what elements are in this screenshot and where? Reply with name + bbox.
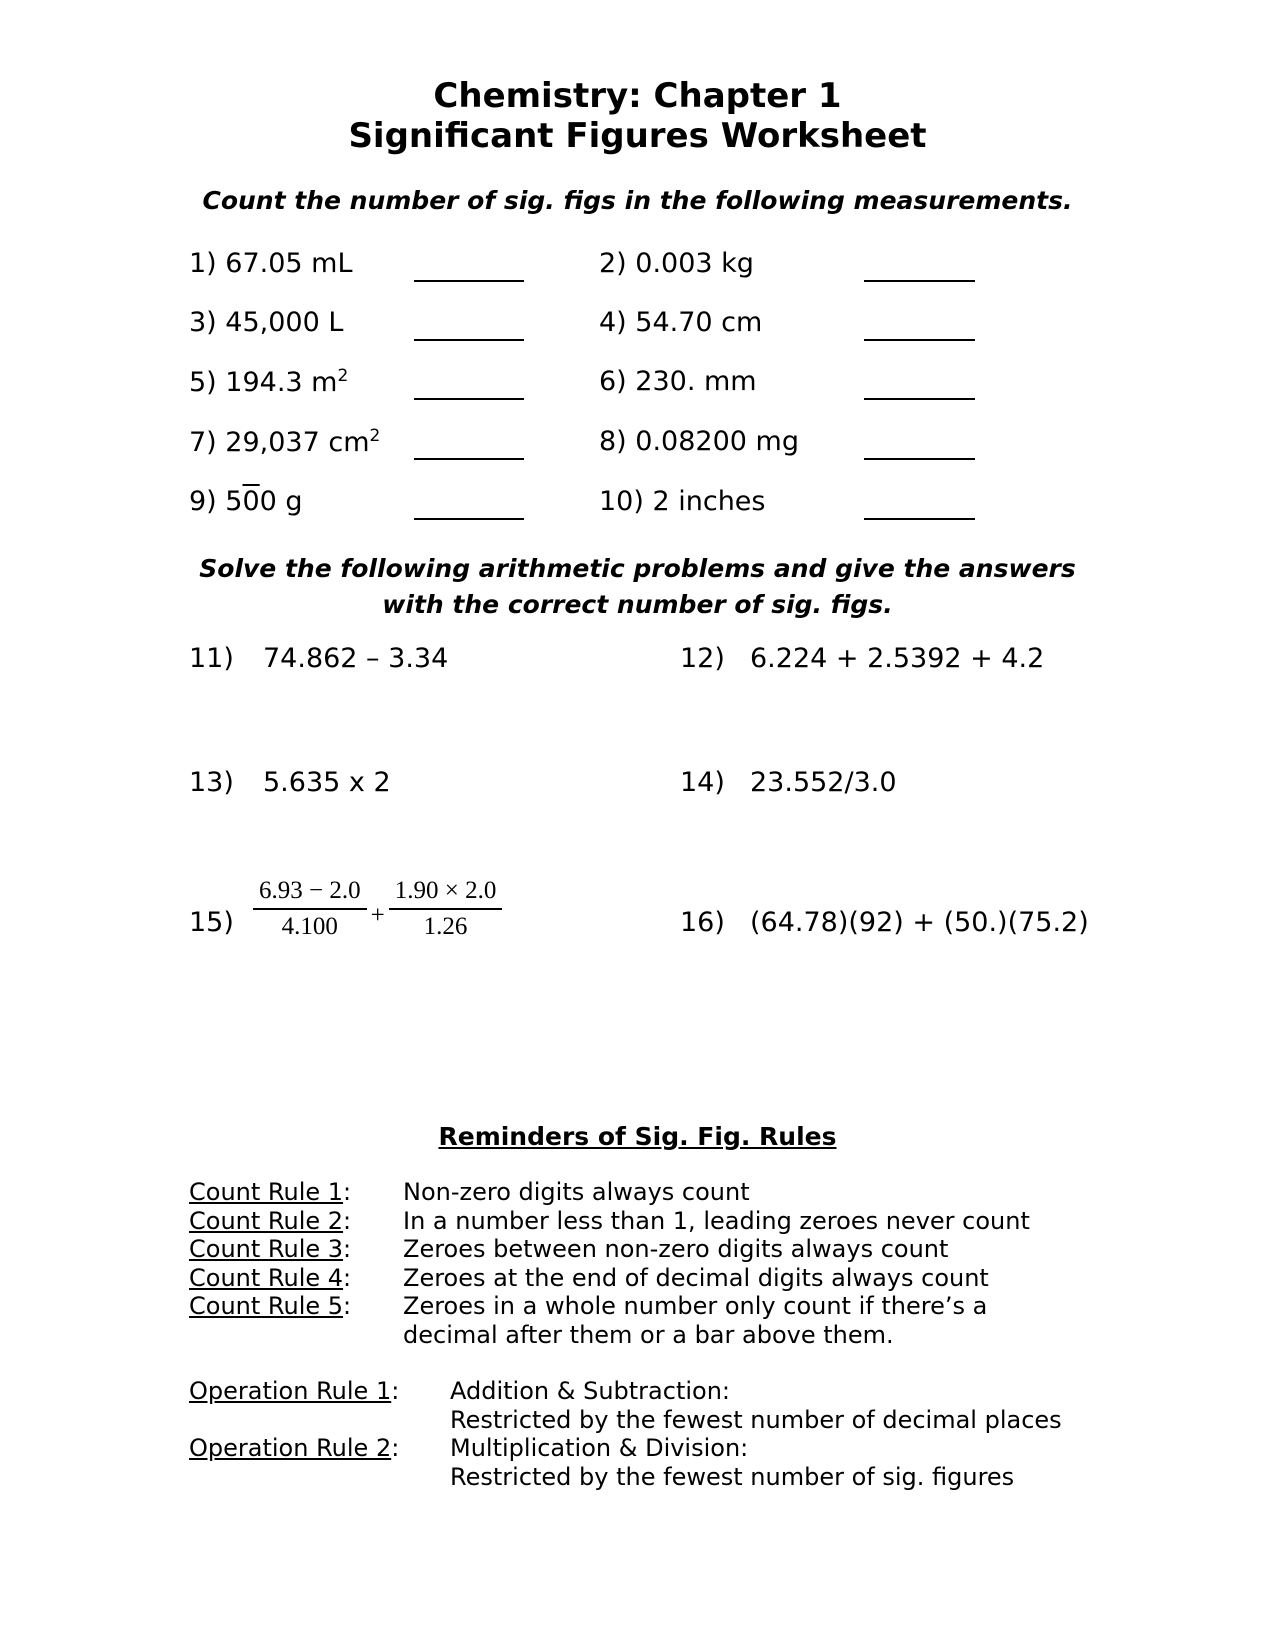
problem-expression: 6.224 + 2.5392 + 4.2 (750, 643, 1045, 674)
count-rules (189, 1178, 1109, 1349)
count-rule-4-text: Zeroes at the end of decimal digits always count (403, 1263, 989, 1292)
section1-heading: Count the number of sig. figs in the following measurements. (202, 186, 1073, 215)
count-rule-3-label: Count Rule 3 (189, 1235, 344, 1263)
operation-rule-1-text-line1: Addition & Subtraction: (450, 1377, 730, 1405)
fraction-2-numerator: 1.90 × 2.0 (389, 877, 503, 910)
problem-number: 14) (680, 767, 725, 798)
fraction-1-denominator: 4.100 (281, 913, 338, 940)
problem-15-expression (253, 877, 502, 941)
superscript: 2 (369, 426, 381, 446)
measurement-item-9: 9) 500 g (189, 486, 303, 517)
fraction-1 (253, 877, 367, 941)
answer-blank-2 (864, 248, 975, 282)
page-title-line1: Chemistry: Chapter 1 (433, 76, 842, 116)
measurement-item-1: 1) 67.05 mL (189, 248, 353, 279)
fraction-1-numerator: 6.93 − 2.0 (253, 877, 367, 910)
section2-heading (0, 551, 1275, 623)
count-rule-5-label: Count Rule 5 (189, 1292, 344, 1320)
count-rule-1: Count Rule 1: Non-zero digits always count (189, 1178, 1109, 1207)
problem-number: 13) (189, 767, 234, 798)
page-title (0, 76, 1275, 156)
count-rule-2-text: In a number less than 1, leading zeroes never count (403, 1206, 1030, 1235)
operation-rule-2: Operation Rule 2: Multiplication & Division: Restricted by the fewest number of sig. figures (189, 1434, 1109, 1491)
count-rule-5-text-line2: decimal after them or a bar above them. (403, 1320, 894, 1349)
answer-blank-10 (864, 486, 975, 520)
page-title-line2: Significant Figures Worksheet (348, 116, 927, 156)
measurement-item-6: 6) 230. mm (599, 366, 757, 397)
section2-heading-line1: Solve the following arithmetic problems and give the answers (199, 554, 1076, 583)
operation-rule-2-label: Operation Rule 2 (189, 1434, 392, 1462)
problem-expression: (64.78)(92) + (50.)(75.2) (750, 907, 1089, 938)
count-rule-3: Count Rule 3: Zeroes between non-zero digits always count (189, 1235, 1109, 1264)
answer-blank-3 (414, 307, 524, 341)
rules-heading: Reminders of Sig. Fig. Rules (438, 1122, 837, 1151)
operation-rule-1-label: Operation Rule 1 (189, 1377, 392, 1405)
answer-blank-1 (414, 248, 524, 282)
section2-heading-line2: with the correct number of sig. figs. (382, 590, 893, 619)
measurement-item-10: 10) 2 inches (599, 486, 766, 517)
count-rule-2: Count Rule 2: In a number less than 1, leading zeroes never count (189, 1207, 1109, 1236)
overline-zero: 0 (242, 486, 260, 517)
count-rule-1-text: Non-zero digits always count (403, 1178, 750, 1206)
fraction-2 (389, 877, 503, 941)
operation-rule-2-text-line1: Multiplication & Division: (450, 1434, 749, 1462)
answer-blank-7 (414, 426, 524, 460)
operation-rule-1-text-line2: Restricted by the fewest number of decimal places (450, 1405, 1062, 1434)
problem-expression: 74.862 – 3.34 (263, 643, 449, 674)
answer-blank-8 (864, 426, 975, 460)
measurement-item-8: 8) 0.08200 mg (599, 426, 799, 457)
problem-expression: 5.635 x 2 (263, 767, 391, 798)
problem-13 (189, 767, 391, 798)
measurement-item-5: 5) 194.3 $m^2$ (189, 366, 349, 398)
measurement-item-2: 2) 0.003 kg (599, 248, 754, 279)
measurement-item-7: 7) 29,037 $cm^2$ (189, 426, 381, 458)
answer-blank-9 (414, 486, 524, 520)
problem-12 (680, 643, 1044, 674)
problem-14 (680, 767, 897, 798)
fraction-2-denominator: 1.26 (423, 913, 468, 940)
count-rule-3-text: Zeroes between non-zero digits always count (403, 1235, 949, 1263)
operation-rule-2-text-line2: Restricted by the fewest number of sig. figures (450, 1462, 1015, 1491)
operation-rule-1: Operation Rule 1: Addition & Subtraction: Restricted by the fewest number of decimal places (189, 1377, 1109, 1434)
answer-blank-5 (414, 366, 524, 400)
count-rule-5: Count Rule 5: Zeroes in a whole number only count if there’s a decimal after them or a bar above them. (189, 1292, 1109, 1349)
problem-11 (189, 643, 448, 674)
answer-blank-6 (864, 366, 975, 400)
problem-number: 16) (680, 907, 725, 938)
count-rule-5-text-line1: Zeroes in a whole number only count if there’s a (403, 1292, 988, 1320)
count-rule-1-label: Count Rule 1 (189, 1178, 344, 1206)
measurement-item-4: 4) 54.70 cm (599, 307, 763, 338)
problem-15-number: 15) (189, 907, 234, 938)
count-rule-2-label: Count Rule 2 (189, 1206, 344, 1235)
problem-number: 11) (189, 643, 234, 674)
problem-expression: 23.552/3.0 (750, 767, 897, 798)
plus-operator: + (370, 902, 385, 929)
superscript: 2 (337, 366, 349, 386)
count-rule-4-label: Count Rule 4 (189, 1263, 344, 1292)
measurement-item-3: 3) 45,000 L (189, 307, 344, 338)
count-rule-4: Count Rule 4: Zeroes at the end of decimal digits always count (189, 1264, 1109, 1293)
problem-number: 12) (680, 643, 725, 674)
problem-16 (680, 907, 1089, 938)
answer-blank-4 (864, 307, 975, 341)
operation-rules (189, 1377, 1109, 1491)
